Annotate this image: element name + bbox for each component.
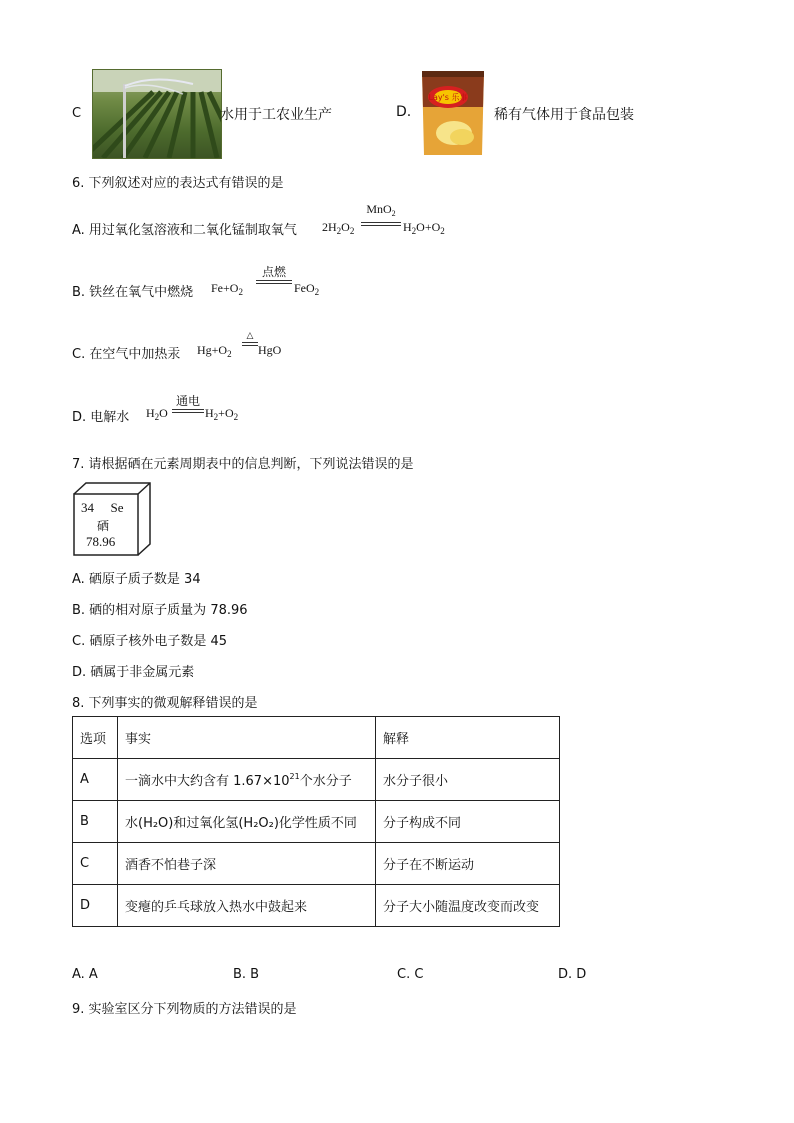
row-fact: 酒香不怕巷子深 <box>118 843 376 885</box>
q6-a-equation: $2H_2O_2$ <box>322 220 355 236</box>
equal-arrow-icon <box>242 342 258 346</box>
element-mass: 78.96 <box>86 534 116 549</box>
element-symbol: Se <box>110 500 124 515</box>
q6-d-condition: 通电 <box>175 394 200 408</box>
equal-arrow-icon <box>361 222 401 226</box>
q6-b-reactants: $Fe+O_2$ <box>211 281 243 297</box>
facts-table <box>72 716 560 927</box>
row-explanation: 分子大小随温度改变而改变 <box>376 885 560 927</box>
q6-option-b: B. 铁丝在氧气中燃烧 <box>72 285 194 300</box>
selenium-element-card <box>73 482 151 556</box>
table-row <box>73 759 560 801</box>
table-row <box>73 885 560 927</box>
q6-c-condition: △ <box>246 331 254 341</box>
equal-arrow-icon <box>256 280 292 284</box>
q6-stem: 6. 下列叙述对应的表达式有错误的是 <box>72 176 284 191</box>
q7-option-b: B. 硒的相对原子质量为 78.96 <box>72 603 248 618</box>
table-header-row <box>73 717 560 759</box>
row-option: D <box>73 885 118 927</box>
chip-bag-photo <box>418 67 488 159</box>
q6-a-catalyst: MnO <box>366 202 392 216</box>
element-atomic-number: 34 <box>81 500 94 515</box>
q6-d-reactant: $H_2O$ <box>146 406 168 422</box>
row-option: B <box>73 801 118 843</box>
q5-option-d-text: 稀有气体用于食品包装 <box>494 107 634 123</box>
q6-c-reactants: $Hg+O_2$ <box>197 343 232 359</box>
q6-b-arrow <box>256 266 292 284</box>
irrigation-photo <box>92 69 222 159</box>
header-explanation: 解释 <box>376 717 560 759</box>
q7-option-a: A. 硒原子质子数是 34 <box>72 572 201 587</box>
q6-option-d: D. 电解水 <box>72 410 130 425</box>
chip-brand-text: Lay's 乐事 <box>428 93 468 102</box>
row-fact: 一滴水中大约含有 $1.67\times 10^{21}$个水分子 <box>118 759 376 801</box>
row-fact: 水(H₂O)和过氧化氢(H₂O₂)化学性质不同 <box>118 801 376 843</box>
q7-option-c: C. 硒原子核外电子数是 45 <box>72 634 228 649</box>
q6-a-arrow: MnO$_2$ <box>361 203 401 226</box>
q6-b-product: FeO$_2$ <box>294 281 320 297</box>
equal-arrow-icon <box>172 409 204 413</box>
q8-answer-a: A. A <box>72 967 98 982</box>
q8-answer-d: D. D <box>558 967 587 982</box>
q8-answer-c: C. C <box>397 967 424 982</box>
q7-stem: 7. 请根据硒在元素周期表中的信息判断，下列说法错误的是 <box>72 457 414 472</box>
q5-option-c-letter: C <box>72 106 82 121</box>
row-explanation: 水分子很小 <box>376 759 560 801</box>
table-row <box>73 843 560 885</box>
q6-d-arrow <box>172 395 204 413</box>
q6-b-condition: 点燃 <box>261 265 286 279</box>
q5-option-d-letter: D. <box>396 104 412 120</box>
row-explanation: 分子构成不同 <box>376 801 560 843</box>
element-name: 硒 <box>97 519 110 533</box>
header-fact: 事实 <box>118 717 376 759</box>
q5-option-c-text: 水用于工农业生产 <box>220 107 332 123</box>
row-option: A <box>73 759 118 801</box>
row-explanation: 分子在不断运动 <box>376 843 560 885</box>
q6-c-product: HgO <box>258 343 282 357</box>
q9-stem: 9. 实验室区分下列物质的方法错误的是 <box>72 1002 297 1017</box>
q6-a-products: $H_2O+O_2$ <box>403 220 445 236</box>
q7-option-d: D. 硒属于非金属元素 <box>72 665 195 680</box>
q6-d-products: $H_2+O_2$ <box>205 406 239 422</box>
q8-stem: 8. 下列事实的微观解释错误的是 <box>72 696 258 711</box>
q6-c-arrow <box>242 332 258 346</box>
row-option: C <box>73 843 118 885</box>
row-fact: 变瘪的乒乓球放入热水中鼓起来 <box>118 885 376 927</box>
q6-option-a: A. 用过氧化氢溶液和二氧化锰制取氧气 <box>72 223 297 238</box>
table-row <box>73 801 560 843</box>
q6-option-c: C. 在空气中加热汞 <box>72 347 181 362</box>
q8-answer-b: B. B <box>233 967 260 982</box>
header-option: 选项 <box>73 717 118 759</box>
